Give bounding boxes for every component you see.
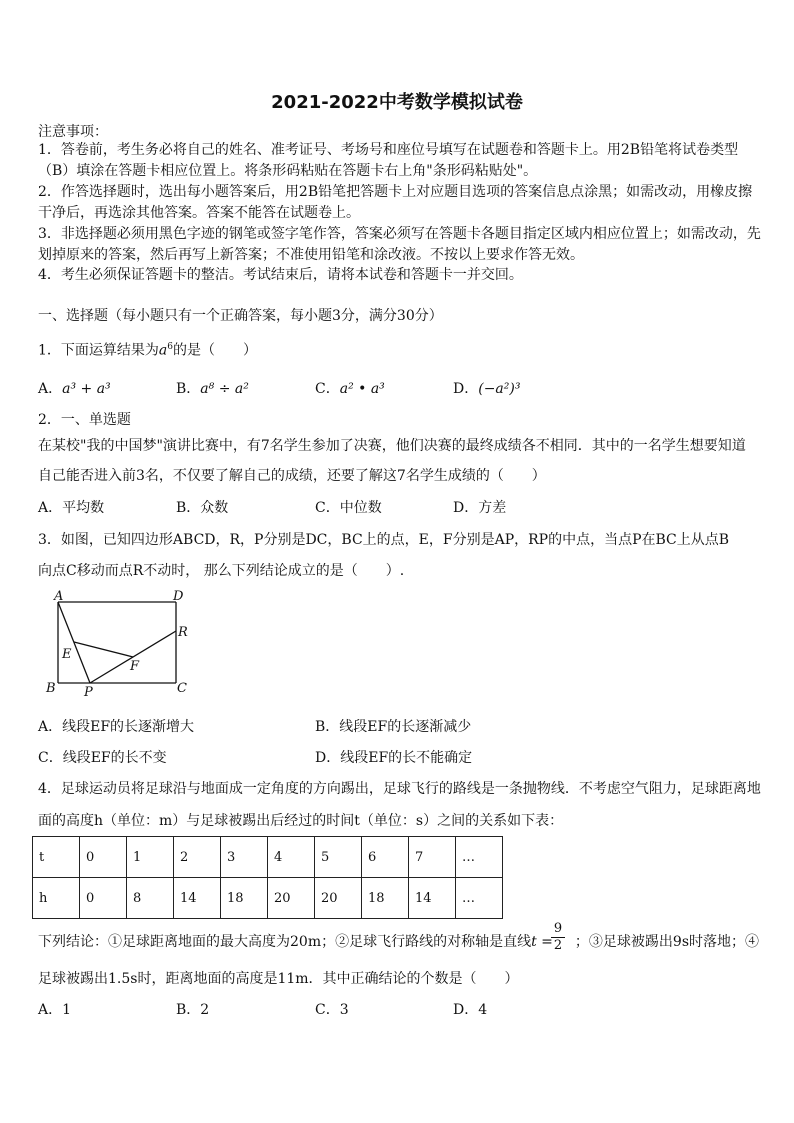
label-b: B xyxy=(46,681,56,696)
label-a: A xyxy=(54,589,64,604)
q4-option-d[interactable]: D．4 xyxy=(453,1002,488,1018)
notes-line: 划掉原来的答案，然后再写上新答案；不准使用铅笔和涂改液。不按以上要求作答无效。 xyxy=(38,247,584,263)
table-cell: 3 xyxy=(221,837,268,878)
table-row xyxy=(33,878,503,919)
table-cell: 7 xyxy=(409,837,456,878)
label-f: F xyxy=(130,659,140,674)
notes-line: 4．考生必须保证答题卡的整洁。考试结束后，请将本试卷和答题卡一并交回。 xyxy=(38,267,523,283)
table-cell: 14 xyxy=(174,878,221,919)
page-title: 2021-2022中考数学模拟试卷 xyxy=(271,92,523,113)
q1-option-b[interactable]: B．a⁸ ÷ a² xyxy=(176,381,249,397)
segment-ef xyxy=(74,642,133,657)
q4-t-symbol: t = xyxy=(531,934,553,950)
q4-option-b[interactable]: B．2 xyxy=(176,1002,210,1018)
table-cell: 2 xyxy=(174,837,221,878)
notes-line: （B）填涂在答题卡相应位置上。将条形码粘贴在答题卡右上角"条形码粘贴处"。 xyxy=(38,163,538,179)
table-cell: … xyxy=(456,878,503,919)
fraction-nine-halves xyxy=(551,921,565,954)
label-p: P xyxy=(84,685,93,700)
table-cell: t xyxy=(33,837,80,878)
question-4-conclusions xyxy=(38,933,759,951)
label-d: D xyxy=(173,589,184,604)
question-4-line: 4．足球运动员将足球沿与地面成一定角度的方向踢出，足球飞行的路线是一条抛物线．不考虑空气阻力，足球距离地 xyxy=(38,781,761,797)
question-2-head: 2．一、单选题 xyxy=(38,412,131,428)
table-cell: h xyxy=(33,878,80,919)
q3-option-d[interactable]: D．线段EF的长不能确定 xyxy=(315,750,473,766)
table-cell: 18 xyxy=(362,878,409,919)
question-3-line: 3．如图，已知四边形ABCD，R，P分别是DC，BC上的点，E，F分别是AP，RP的中点，当点P在BC上从点B xyxy=(38,532,730,548)
q3-option-a[interactable]: A．线段EF的长逐渐增大 xyxy=(38,719,195,735)
quadrilateral-figure xyxy=(40,588,200,700)
table-cell: 5 xyxy=(315,837,362,878)
notes-line: 2．作答选择题时，选出每小题答案后，用2B铅笔把答题卡上对应题目选项的答案信息点涂黑；如需改动，用橡皮擦 xyxy=(38,184,753,200)
q4-option-a[interactable]: A．1 xyxy=(38,1002,72,1018)
table-row xyxy=(33,837,503,878)
table-cell: 20 xyxy=(315,878,362,919)
notes-line: 1．答卷前，考生务必将自己的姓名、准考证号、考场号和座位号填写在试题卷和答题卡上。用2B铅笔将试卷类型 xyxy=(38,142,739,158)
table-cell: 8 xyxy=(127,878,174,919)
q1-stem-before: 1．下面运算结果为 xyxy=(38,342,159,359)
notes-line: 干净后，再选涂其他答案。答案不能答在试题卷上。 xyxy=(38,205,360,221)
question-4-line: 面的高度h（单位：m）与足球被踢出后经过的时间t（单位：s）之间的关系如下表： xyxy=(38,813,564,829)
table-cell: … xyxy=(456,837,503,878)
notes-line: 3．非选择题必须用黑色字迹的钢笔或签字笔作答，答案必须写在答题卡各题目指定区域内相应位置上；如需改动，先 xyxy=(38,226,761,242)
q2-option-b[interactable]: B．众数 xyxy=(176,500,229,516)
q1-expr-exp: 6 xyxy=(167,342,174,352)
question-1-stem xyxy=(38,338,257,360)
question-2-line: 在某校"我的中国梦"演讲比赛中，有7名学生参加了决赛，他们决赛的最终成绩各不相同．其中的一名学生想要知道 xyxy=(38,438,746,454)
q2-option-d[interactable]: D．方差 xyxy=(453,500,507,516)
label-r: R xyxy=(178,625,188,640)
label-c: C xyxy=(177,681,187,696)
table-cell: 0 xyxy=(80,878,127,919)
q1-option-a[interactable]: A．a³ + a³ xyxy=(38,381,111,397)
label-e: E xyxy=(62,647,72,662)
table-cell: 14 xyxy=(409,878,456,919)
q4-conclusion-text: 下列结论：①足球距离地面的最大高度为20m；②足球飞行路线的对称轴是直线 xyxy=(38,934,532,950)
table-cell: 20 xyxy=(268,878,315,919)
table-cell: 6 xyxy=(362,837,409,878)
question-4-line: 足球被踢出1.5s时，距离地面的高度是11m．其中正确结论的个数是（ ） xyxy=(38,971,519,987)
q3-option-c[interactable]: C．线段EF的长不变 xyxy=(38,750,167,766)
section-heading: 一、选择题（每小题只有一个正确答案，每小题3分，满分30分） xyxy=(38,308,443,324)
table-cell: 18 xyxy=(221,878,268,919)
q1-option-c[interactable]: C．a² • a³ xyxy=(315,381,385,397)
q2-option-a[interactable]: A．平均数 xyxy=(38,500,105,516)
notes-heading: 注意事项： xyxy=(38,124,108,140)
table-cell: 4 xyxy=(268,837,315,878)
q1-stem-after: 的是（ ） xyxy=(173,342,258,359)
time-height-table xyxy=(32,836,503,919)
table-cell: 0 xyxy=(80,837,127,878)
q1-option-d[interactable]: D．(−a²)³ xyxy=(453,381,521,397)
question-2-line: 自己能否进入前3名，不仅要了解自己的成绩，还要了解这7名学生成绩的（ ） xyxy=(38,468,546,484)
fraction-numerator: 9 xyxy=(551,921,565,938)
q4-option-c[interactable]: C．3 xyxy=(315,1002,349,1018)
q3-option-b[interactable]: B．线段EF的长逐渐减少 xyxy=(315,719,472,735)
q1-expr-base: a xyxy=(158,342,168,359)
question-3-line: 向点C移动而点R不动时， 那么下列结论成立的是（ ）. xyxy=(38,563,405,579)
q2-option-c[interactable]: C．中位数 xyxy=(315,500,382,516)
fraction-denominator: 2 xyxy=(553,938,563,953)
table-cell: 1 xyxy=(127,837,174,878)
q4-conclusion-text-2: ；③足球被踢出9s时落地；④ xyxy=(574,934,759,950)
